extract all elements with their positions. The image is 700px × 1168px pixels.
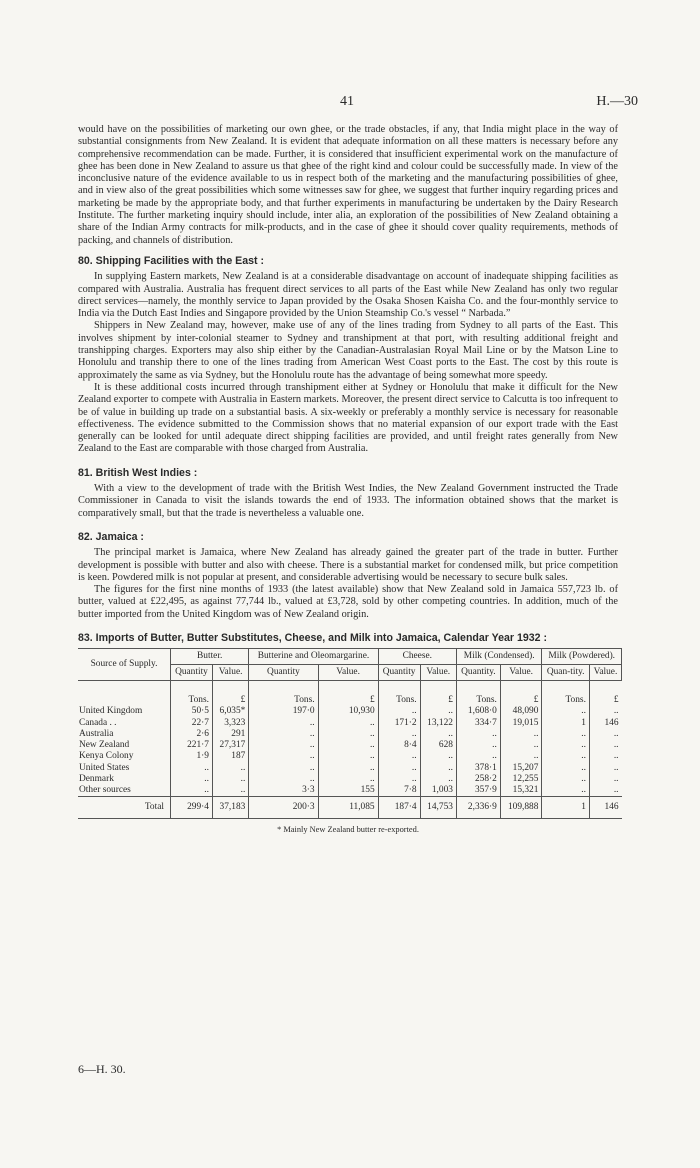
unit-cell: £ xyxy=(212,681,248,707)
value-cell: .. xyxy=(420,729,456,740)
value-cell: .. xyxy=(249,718,318,729)
value-cell: 291 xyxy=(212,729,248,740)
value-cell: .. xyxy=(456,740,500,751)
value-cell: .. xyxy=(318,774,378,785)
document-reference: H.—30 xyxy=(596,94,638,109)
total-cell: 187·4 xyxy=(378,797,420,819)
source-cell: New Zealand xyxy=(79,740,130,751)
value-cell: .. xyxy=(318,718,378,729)
value-cell: .. xyxy=(500,740,542,751)
value-cell: .. xyxy=(589,751,621,762)
source-cell: Other sources xyxy=(79,784,131,795)
section-81-heading: 81. British West Indies : xyxy=(78,466,198,479)
value-cell: 19,015 xyxy=(500,718,542,729)
group-header-milk-condensed: Milk (Condensed). xyxy=(456,649,541,665)
total-cell: 146 xyxy=(589,797,621,819)
value-cell: .. xyxy=(318,751,378,762)
column-header: Quantity. xyxy=(456,665,500,681)
value-cell: 13,122 xyxy=(420,718,456,729)
value-cell: .. xyxy=(249,774,318,785)
value-cell: .. xyxy=(378,706,420,717)
value-cell: 378·1 xyxy=(456,763,500,774)
value-cell: .. xyxy=(212,785,248,797)
value-cell: 22·7 xyxy=(171,718,213,729)
table-row xyxy=(78,785,622,797)
imports-table xyxy=(78,648,622,819)
value-cell: 27,317 xyxy=(212,740,248,751)
value-cell: 155 xyxy=(318,785,378,797)
units-row xyxy=(78,681,622,707)
column-header: Quantity xyxy=(249,665,318,681)
value-cell: 197·0 xyxy=(249,706,318,717)
value-cell: 1,003 xyxy=(420,785,456,797)
section-82-paragraph: The principal market is Jamaica, where New Zealand has already gained the greater part of the trade in butter. Further development is possible with butter and also with cheese. There is a substantial market for condensed milk, but price competition is keen. Powdered milk is not popular at present, and considerable advertising would be necessary to secure bulk sales. xyxy=(78,547,618,583)
source-cell: Australia xyxy=(79,728,114,739)
unit-cell: Tons. xyxy=(542,681,590,707)
total-cell: 109,888 xyxy=(500,797,542,819)
value-cell: .. xyxy=(318,763,378,774)
unit-cell: £ xyxy=(318,681,378,707)
section-82-paragraph: The figures for the first nine months of 1933 (the latest available) show that New Zealand sold in Jamaica 557,723 lb. of butter, valued at £22,495, as against 77,744 lb., valued at £3,728, sold by other competing countries. In addition, much of the butter imported from the United Kingdom was of New Zealand origin. xyxy=(78,584,618,620)
value-cell: .. xyxy=(456,729,500,740)
value-cell: 15,321 xyxy=(500,785,542,797)
value-cell: 146 xyxy=(589,718,621,729)
table-row xyxy=(78,751,622,762)
total-cell: 1 xyxy=(542,797,590,819)
value-cell: 1,608·0 xyxy=(456,706,500,717)
table-row xyxy=(78,706,622,717)
value-cell: .. xyxy=(542,763,590,774)
table-row xyxy=(78,718,622,729)
value-cell: 7·8 xyxy=(378,785,420,797)
value-cell: .. xyxy=(542,740,590,751)
value-cell: .. xyxy=(542,774,590,785)
source-cell: Denmark xyxy=(79,773,114,784)
unit-cell: Tons. xyxy=(456,681,500,707)
value-cell: .. xyxy=(589,740,621,751)
total-label: Total xyxy=(78,797,171,819)
unit-cell: Tons. xyxy=(249,681,318,707)
column-header: Value. xyxy=(589,665,621,681)
value-cell: .. xyxy=(171,774,213,785)
value-cell: .. xyxy=(589,774,621,785)
value-cell: .. xyxy=(542,729,590,740)
value-cell: 258·2 xyxy=(456,774,500,785)
page-number: 41 xyxy=(340,94,354,109)
value-cell: .. xyxy=(589,785,621,797)
value-cell: .. xyxy=(500,751,542,762)
value-cell: .. xyxy=(318,740,378,751)
value-cell: .. xyxy=(249,729,318,740)
value-cell: .. xyxy=(318,729,378,740)
group-header-cheese: Cheese. xyxy=(378,649,456,665)
value-cell: .. xyxy=(420,763,456,774)
value-cell: 187 xyxy=(212,751,248,762)
total-cell: 11,085 xyxy=(318,797,378,819)
table-row xyxy=(78,774,622,785)
table-row xyxy=(78,729,622,740)
total-cell: 37,183 xyxy=(212,797,248,819)
total-cell: 200·3 xyxy=(249,797,318,819)
value-cell: .. xyxy=(249,751,318,762)
column-header: Quantity xyxy=(171,665,213,681)
value-cell: .. xyxy=(212,774,248,785)
intro-paragraph: would have on the possibilities of marketing our own ghee, or the trade obstacles, if any, that India might place in the way of substantial consignments from New Zealand. It is evident that adequate information on all these matters is necessary before any comprehensive recommendation can be made. Further, it is considered that insufficient experimental work on the manufacture of ghee has been done in New Zealand to assure us that ghee of the right kind and colour could be successfully made. In view of the inconclusive nature of the evidence available to us in respect both of the marketing and the manufacturing possibilities of ghee, and in view also of the great possibilities which some witnesses saw for ghee, we suggest that further inquiry regarding prices and marketing be made by the appropriate body, and that further experiments in manufacturing be undertaken by the Dairy Research Institute. The further marketing inquiry should include, inter alia, an exploration of the possibilities of New Zealand obtaining a share of the Indian Army contracts for milk-products, and in the case of ghee it should cover quality requirements, methods of packing, and channels of distribution. xyxy=(78,124,618,246)
value-cell: .. xyxy=(542,751,590,762)
section-80-paragraph: It is these additional costs incurred through transhipment either at Sydney or Honolulu that make it difficult for the New Zealand exporter to compete with Australia in Eastern markets. Moreover, the present direct service to Calcutta is too infrequent to be of value in building up trade on a substantial basis. A six-weekly or preferably a monthly service is necessary for reasonable effectiveness. The evidence submitted to the Commission shows that no material expansion of our export trade with the East generally can be looked for until adequate direct shipping facilities are provided, and until freight rates generally from New Zealand to the East are comparable with those charged from Australia. xyxy=(78,381,618,455)
value-cell: 3·3 xyxy=(249,785,318,797)
total-cell: 299·4 xyxy=(171,797,213,819)
value-cell: .. xyxy=(249,763,318,774)
source-cell: Kenya Colony xyxy=(79,751,134,762)
value-cell: 2·6 xyxy=(171,729,213,740)
value-cell: .. xyxy=(249,740,318,751)
value-cell: .. xyxy=(589,706,621,717)
value-cell: .. xyxy=(589,729,621,740)
value-cell: .. xyxy=(420,751,456,762)
unit-cell: Tons. xyxy=(378,681,420,707)
value-cell: .. xyxy=(542,706,590,717)
unit-cell: Tons. xyxy=(171,681,213,707)
table-row xyxy=(78,740,622,751)
table-footnote: * Mainly New Zealand butter re-exported. xyxy=(277,825,419,835)
value-cell: 48,090 xyxy=(500,706,542,717)
section-82-heading: 82. Jamaica : xyxy=(78,530,144,543)
value-cell: 357·9 xyxy=(456,785,500,797)
source-cell: United Kingdom xyxy=(79,706,143,717)
unit-cell: £ xyxy=(500,681,542,707)
document-body xyxy=(78,124,618,837)
value-cell: 6,035* xyxy=(212,706,248,717)
column-header: Value. xyxy=(212,665,248,681)
footer-signature: 6—H. 30. xyxy=(78,1062,126,1076)
value-cell: .. xyxy=(542,785,590,797)
value-cell: 3,323 xyxy=(212,718,248,729)
value-cell: .. xyxy=(212,763,248,774)
section-80-paragraph: In supplying Eastern markets, New Zealand is at a considerable disadvantage on account of inadequate shipping facilities as compared with Australia. Australia has frequent direct services to all parts of the East while New Zealand has only two regular direct services—namely, the monthly service to Japan provided by the Osaka Shosen Kaisha Co. and the four-monthly service to India via the Dutch East Indies and Singapore provided by the Union Steamship Co.'s vessel “ Narbada.” xyxy=(78,271,618,320)
page-header xyxy=(0,94,700,112)
value-cell: .. xyxy=(378,729,420,740)
value-cell: .. xyxy=(500,729,542,740)
total-cell: 2,336·9 xyxy=(456,797,500,819)
value-cell: .. xyxy=(171,785,213,797)
value-cell: 8·4 xyxy=(378,740,420,751)
source-cell: United States xyxy=(79,762,130,773)
column-header: Value. xyxy=(500,665,542,681)
value-cell: .. xyxy=(420,706,456,717)
value-cell: 1 xyxy=(542,718,590,729)
section-83-heading: 83. Imports of Butter, Butter Substitutes, Cheese, and Milk into Jamaica, Calendar Year 1932 : xyxy=(78,631,548,644)
table-row xyxy=(78,763,622,774)
section-81-paragraph: With a view to the development of trade with the British West Indies, the New Zealand Government instructed the Trade Commissioner in Canada to visit the islands towards the end of 1933. The information obtained shows that the market is comparatively small, but that the trade is nevertheless a valuable one. xyxy=(78,483,618,519)
value-cell: 1·9 xyxy=(171,751,213,762)
total-row xyxy=(78,797,622,819)
source-cell: Canada . . xyxy=(79,717,117,728)
value-cell: 12,255 xyxy=(500,774,542,785)
section-80-paragraph: Shippers in New Zealand may, however, make use of any of the lines trading from Sydney to all parts of the East. This involves shipment by inter-colonial steamer to Sydney and transhipment at that port, with resulting additional freight and transhipping charges. Exporters may also ship either by the Canadian-Australasian Royal Mail Line or by the Matson Line to Honolulu and tranship there to one of the lines trading from American West Coast ports to the East. The cost by this route is approximately the same as via Sydney, but the Honolulu route has the advantage of being somewhat more speedy. xyxy=(78,320,618,381)
column-header: Quantity xyxy=(378,665,420,681)
value-cell: 628 xyxy=(420,740,456,751)
group-header-butter: Butter. xyxy=(171,649,249,665)
value-cell: 50·5 xyxy=(171,706,213,717)
value-cell: 15,207 xyxy=(500,763,542,774)
value-cell: 171·2 xyxy=(378,718,420,729)
total-cell: 14,753 xyxy=(420,797,456,819)
value-cell: .. xyxy=(378,774,420,785)
value-cell: 10,930 xyxy=(318,706,378,717)
column-header: Quan-tity. xyxy=(542,665,590,681)
section-80-heading: 80. Shipping Facilities with the East : xyxy=(78,254,265,267)
value-cell: .. xyxy=(456,751,500,762)
group-header-milk-powdered: Milk (Powdered). xyxy=(542,649,622,665)
value-cell: .. xyxy=(420,774,456,785)
unit-cell: £ xyxy=(589,681,621,707)
column-header: Value. xyxy=(420,665,456,681)
source-header: Source of Supply. xyxy=(78,649,171,681)
value-cell: 221·7 xyxy=(171,740,213,751)
value-cell: 334·7 xyxy=(456,718,500,729)
group-header-butterine: Butterine and Oleomargarine. xyxy=(249,649,378,665)
value-cell: .. xyxy=(378,763,420,774)
value-cell: .. xyxy=(171,763,213,774)
column-header: Value. xyxy=(318,665,378,681)
unit-cell: £ xyxy=(420,681,456,707)
value-cell: .. xyxy=(378,751,420,762)
value-cell: .. xyxy=(589,763,621,774)
